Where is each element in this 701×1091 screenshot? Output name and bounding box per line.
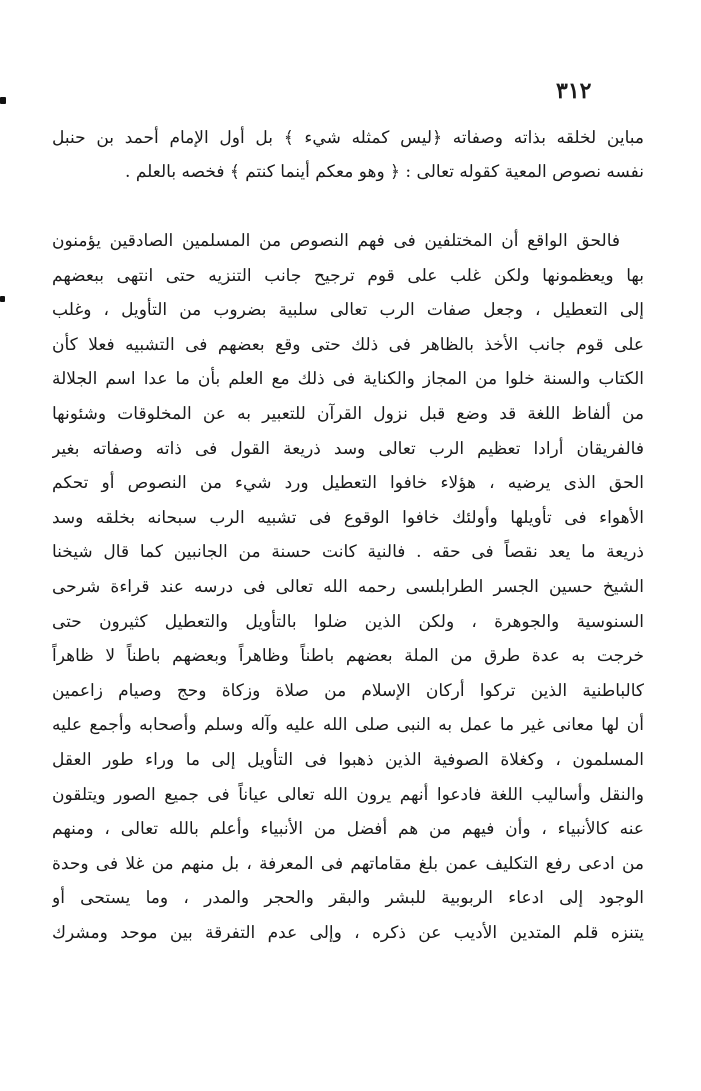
text-line: السنوسية والجوهرة ، ولكن الذين ضلوا بالتأويل والتعطيل كثيرون حتى: [52, 611, 644, 632]
text-line: على قوم جانب الأخذ بالظاهر فى ذلك حتى وقع بعضهم فى التشبيه فعلا كأن: [52, 334, 644, 355]
text-line: ذريعة ما يعد نقصاً فى حقه . فالنية كانت حسنة من الجانبين كما قال شيخنا: [52, 542, 644, 563]
text-line: فالحق الواقع أن المختلفين فى فهم النصوص من المسلمين الصادقين يؤمنون: [52, 231, 620, 251]
margin-mark: [0, 296, 5, 302]
page-number: ٣١٢: [556, 78, 592, 104]
text-line: فالفريقان أرادا تعظيم الرب تعالى وسد ذريعة القول فى ذاته وصفاته بغير: [52, 438, 644, 459]
text-line: نفسه نصوص المعية كقوله تعالى : ﴿ وهو معكم أينما كنتم ﴾ فخصه بالعلم .: [125, 162, 644, 182]
intro-paragraph: [52, 121, 644, 189]
text-line: المسلمون ، وكغلاة الصوفية الذين ذهبوا فى التأويل إلى ما وراء طور العقل: [52, 749, 644, 770]
text-line: الحق الذى يرضيه ، هؤلاء خافوا التعطيل ورد شيء من النصوص أو تحكم: [52, 473, 644, 494]
text-line: مباين لخلقه بذاته وصفاته ﴿ليس كمثله شيء ﴾ بل أول الإمام أحمد بن حنبل: [52, 128, 644, 148]
text-line: من ألفاظ اللغة قد وضع قبل نزول القرآن للتعبير به عن المخلوقات وشئونها: [52, 403, 644, 424]
text-line: والنقل وأساليب اللغة فادعوا أنهم يرون الله تعالى عياناً فى جميع الصور ويتلقون: [52, 784, 644, 805]
text-line: خرجت به عدة طرق من الملة بعضهم باطناً وظاهراً وبعضهم باطناً لا ظاهراً: [52, 646, 644, 667]
text-line: يتنزه قلم المتدين الأديب عن ذكره ، وإلى عدم التفرقة بين موحد ومشرك: [52, 922, 644, 943]
text-line: كالباطنية الذين تركوا أركان الإسلام من صلاة وزكاة وحج وصيام زاعمين: [52, 680, 644, 701]
text-line: أن لها معانى غير ما عمل به النبى صلى الله عليه وآله وسلم وأصحابه وأجمع عليه: [52, 715, 644, 736]
text-line: عنه كالأنبياء ، وأن فيهم من هم أفضل من الأنبياء وأعلم بالله تعالى ، ومنهم: [52, 819, 644, 840]
text-line: بها ويعظمونها ولكن غلب على قوم ترجيح جانب التنزيه حتى انتهى ببعضهم: [52, 265, 644, 286]
text-line: إلى التعطيل ، وجعل صفات الرب تعالى سلبية بضروب من التأويل ، وغلب: [52, 300, 644, 321]
margin-mark: [0, 97, 6, 104]
text-line: الشيخ حسين الجسر الطرابلسى رحمه الله تعالى فى درسه عند قراءة شرحى: [52, 576, 644, 597]
main-paragraph: [52, 224, 644, 950]
text-line: الكتاب والسنة خلوا من المجاز والكناية فى ذلك مع العلم بأن ما عدا اسم الجلالة: [52, 369, 644, 390]
text-line: الأهواء فى تأويلها وأولئك خافوا الوقوع فى تشبيه الرب سبحانه بخلقه وسد: [52, 507, 644, 528]
text-line: الوجود إلى ادعاء الربوبية للبشر والبقر والحجر والمدر ، وما يستحى أو: [52, 888, 644, 909]
text-line: من ادعى رفع التكليف عمن بلغ مقاماتهم فى المعرفة ، بل منهم من غلا فى وحدة: [52, 853, 644, 874]
